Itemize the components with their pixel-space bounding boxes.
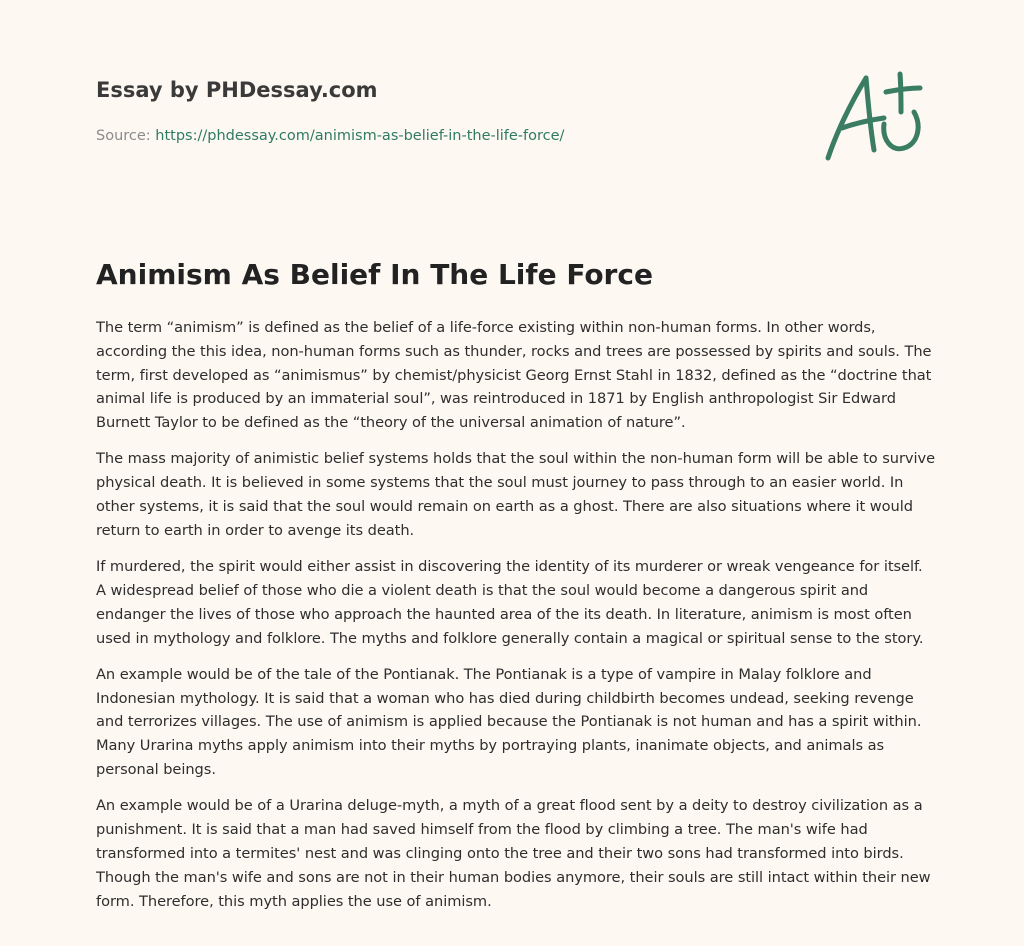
source-label: Source: (96, 128, 151, 144)
article (96, 256, 936, 926)
article-paragraph: The term “animism” is defined as the belief of a life-force existing within non-human forms. In other words, according the this idea, non-human forms such as thunder, rocks and trees are possessed by spirits and souls. The term, first developed as “animismus” by chemist/physicist Georg Ernst Stahl in 1832, defined as the “doctrine that animal life is produced by an immaterial soul”, was reintroduced in 1871 by English anthropologist Sir Edward Burnett Taylor to be defined as the “theory of the universal animation of nature”. (96, 319, 932, 432)
article-paragraph: An example would be of the tale of the Pontianak. The Pontianak is a type of vampire in Malay folklore and Indonesian mythology. It is said that a woman who has died during childbirth becomes undead, seeking revenge and terrorizes villages. The use of animism is applied because the Pontianak is not human and has a spirit within. Many Urarina myths apply animism into their myths by portraying plants, inanimate objects, and animals as personal beings. (96, 665, 922, 779)
site-title: Essay by PHDessay.com (96, 78, 378, 102)
article-paragraph: If murdered, the spirit would either assist in discovering the identity of its murderer or wreak vengeance for itself. A widespread belief of those who die a violent death is that the soul would become a dangerous spirit and endanger the lives of those who approach the haunted area of the its death. In literature, animism is most often used in mythology and folklore. The myths and folklore generally contain a magical or spiritual sense to the story. (96, 558, 924, 647)
source-link[interactable]: https://phdessay.com/animism-as-belief-in-the-life-force/ (155, 128, 565, 144)
article-paragraph: An example would be of a Urarina deluge-myth, a myth of a great flood sent by a deity to destroy civilization as a punishment. It is said that a man had saved himself from the flood by climbing a tree. The man's wife had transformed into a termites' nest and was clinging onto the tree and their two sons had transformed into birds. Though the man's wife and sons are not in their human bodies anymore, their souls are still intact within their new form. Therefore, this myth applies the use of animism. (96, 797, 931, 910)
article-title: Animism As Belief In The Life Force (96, 258, 653, 291)
a-plus-logo-icon (822, 68, 928, 168)
source-line (96, 126, 796, 146)
page-header (96, 76, 796, 146)
article-paragraph: The mass majority of animistic belief systems holds that the soul within the non-human form will be able to survive physical death. It is believed in some systems that the soul must journey to pass through to an easier world. In other systems, it is said that the soul would remain on earth as a ghost. There are also situations where it would return to earth in order to avenge its death. (96, 450, 936, 539)
